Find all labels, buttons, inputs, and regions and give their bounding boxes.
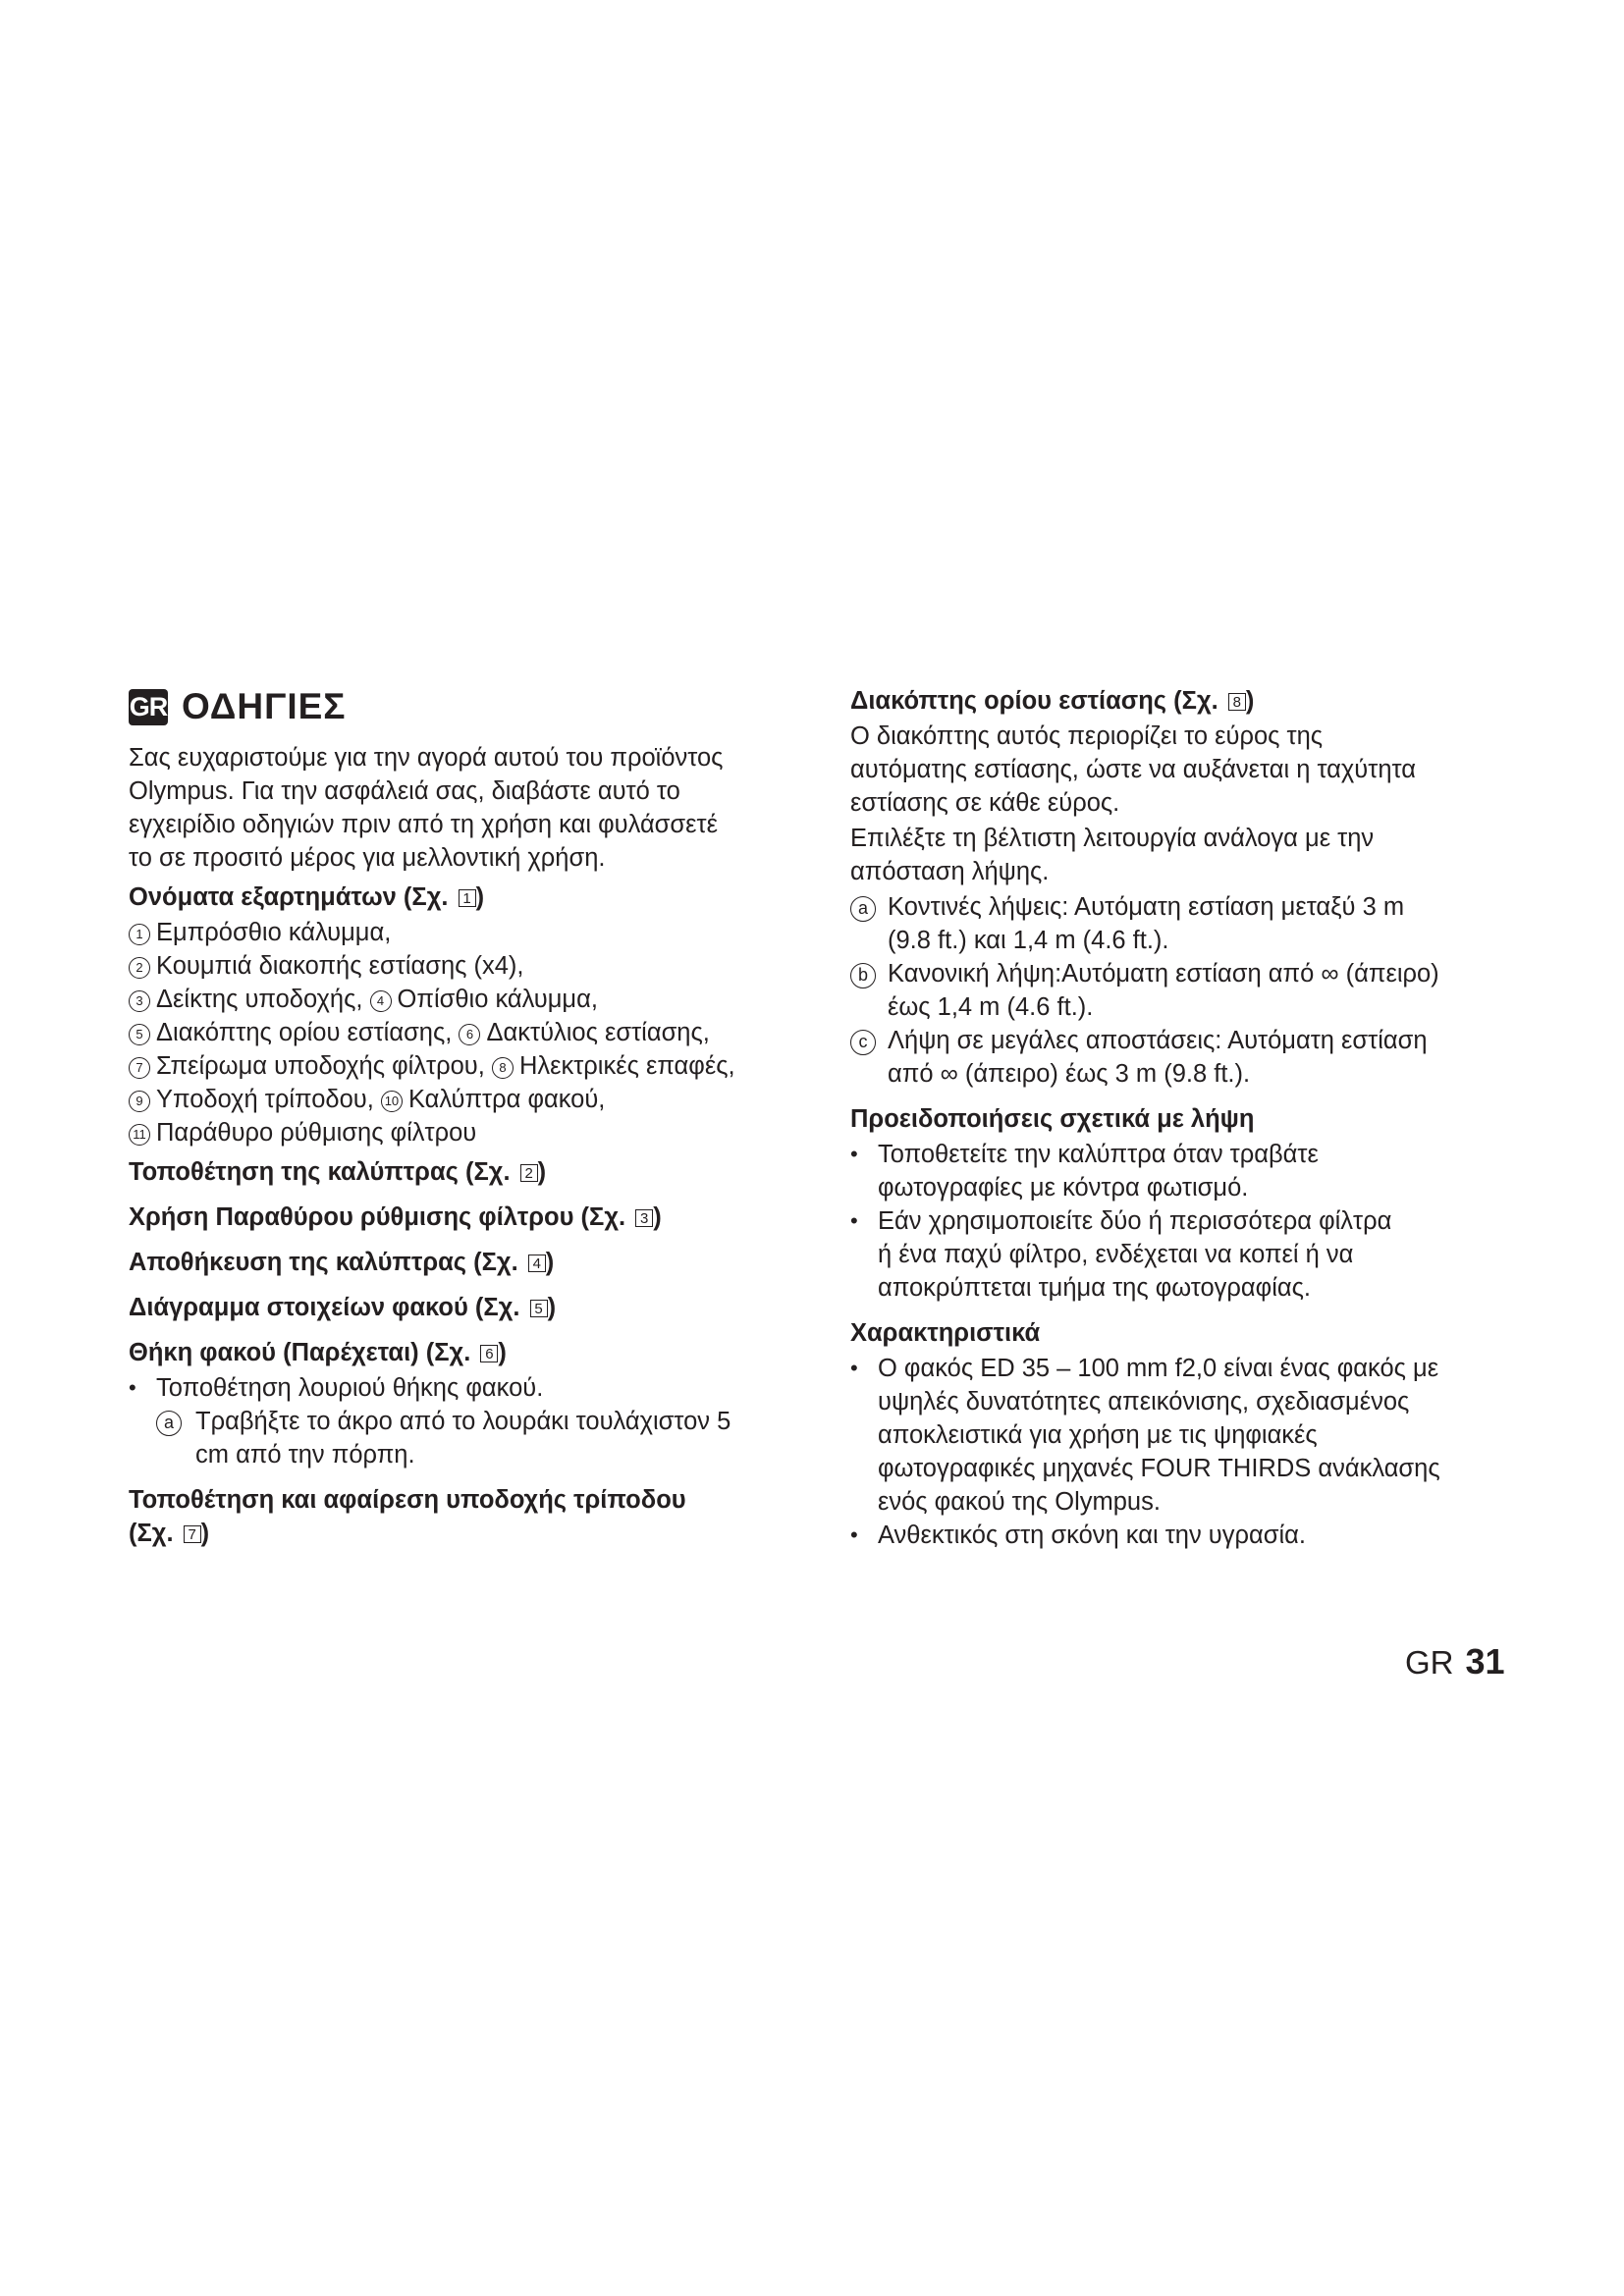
parts-line [129, 1083, 816, 1116]
parts-line [129, 983, 816, 1016]
figure-ref-4: 4 [528, 1255, 546, 1272]
part-number: 9 [129, 1091, 150, 1112]
shooting-warnings-heading: Προειδοποιήσεις σχετικά με λήψη [850, 1105, 1255, 1133]
feature-line: υψηλές δυνατότητες απεικόνισης, σχεδιασμένος [878, 1388, 1410, 1415]
part-name: Καλύπτρα φακού, [407, 1086, 606, 1113]
warning-line: φωτογραφίες με κόντρα φωτισμό. [878, 1174, 1249, 1201]
figure-ref-8: 8 [1228, 693, 1246, 711]
page-number [1405, 1642, 1505, 1682]
paragraph-line: Επιλέξτε τη βέλτιστη λειτουργία ανάλογα με την [850, 825, 1375, 852]
case-bullet [129, 1371, 816, 1405]
focus-mode-paragraph [850, 822, 1498, 888]
tripod-heading [129, 1483, 816, 1550]
intro-paragraph [129, 741, 816, 875]
case-bullet-text: Τοποθέτηση λουριού θήκης φακού. [156, 1374, 544, 1402]
filter-window-heading [129, 1201, 816, 1234]
close-paren: ) [547, 1294, 557, 1321]
feature-line: ενός φακού της Olympus. [878, 1488, 1161, 1516]
bullet-dot: • [850, 1356, 858, 1380]
part-name: Οπίσθιο κάλυμμα, [397, 986, 598, 1013]
features-heading: Χαρακτηριστικά [850, 1319, 1041, 1347]
warning-text [878, 1138, 1498, 1204]
feature-line: Ο φακός ED 35 – 100 mm f2,0 είναι ένας φακός με [878, 1355, 1439, 1382]
part-name: Δείκτης υποδοχής, [156, 986, 363, 1013]
close-paren: ) [545, 1249, 555, 1276]
parts-line [129, 1016, 816, 1049]
feature-bullet [850, 1519, 1498, 1552]
warning-text [878, 1204, 1498, 1305]
part-number: 11 [129, 1124, 150, 1146]
mode-text [888, 1024, 1498, 1091]
parts-line [129, 916, 816, 949]
mode-line: Κοντινές λήψεις: Αυτόματη εστίαση μεταξύ 3 m [888, 893, 1405, 921]
intro-line: Σας ευχαριστούμε για την αγορά αυτού του προϊόντος [129, 744, 724, 772]
part-number: 5 [129, 1024, 150, 1045]
case-sub-text [195, 1405, 816, 1471]
focus-mode-item [850, 1024, 1498, 1091]
feature-text [878, 1519, 1498, 1552]
focus-mode-item [850, 890, 1498, 957]
hood-heading-text: Τοποθέτηση της καλύπτρας (Σχ. [129, 1158, 511, 1186]
feature-line: φωτογραφικές μηχανές FOUR THIRDS ανάκλασης [878, 1455, 1440, 1482]
parts-line [129, 949, 816, 983]
paragraph-line: αυτόματης εστίασης, ώστε να αυξάνεται η ταχύτητα [850, 756, 1416, 783]
lens-diagram-heading-text: Διάγραμμα στοιχείων φακού (Σχ. [129, 1294, 520, 1321]
parts-heading [129, 881, 816, 914]
part-number: 3 [129, 990, 150, 1012]
tripod-heading-line [129, 1517, 816, 1550]
part-name: Κουμπιά διακοπής εστίασης (x4), [156, 952, 524, 980]
part-number: 2 [129, 957, 150, 979]
close-paren: ) [498, 1339, 507, 1366]
parts-line [129, 1049, 816, 1083]
part-name: Εμπρόσθιο κάλυμμα, [156, 919, 392, 946]
mode-line: έως 1,4 m (4.6 ft.). [888, 993, 1094, 1021]
mode-line: Λήψη σε μεγάλες αποστάσεις: Αυτόματη εστίαση [888, 1027, 1428, 1054]
bullet-dot: • [850, 1142, 858, 1166]
feature-line: Ανθεκτικός στη σκόνη και την υγρασία. [878, 1522, 1306, 1549]
tripod-heading-line: Τοποθέτηση και αφαίρεση υποδοχής τρίποδου [129, 1486, 686, 1514]
lens-case-heading-text: Θήκη φακού (Παρέχεται) (Σχ. [129, 1339, 471, 1366]
close-paren: ) [537, 1158, 547, 1186]
part-name: Διακόπτης ορίου εστίασης, [156, 1019, 453, 1046]
parts-line [129, 1116, 816, 1149]
left-column [129, 684, 816, 1552]
close-paren: ) [200, 1520, 210, 1547]
parts-list [129, 916, 816, 1149]
paragraph-line: Ο διακόπτης αυτός περιορίζει το εύρος της [850, 722, 1324, 750]
mode-text [888, 890, 1498, 957]
figure-ref-3: 3 [635, 1209, 653, 1227]
part-number: 4 [370, 990, 392, 1012]
close-paren: ) [653, 1203, 662, 1231]
focus-mode-item [850, 957, 1498, 1024]
language-badge: GR [129, 689, 168, 725]
warning-bullet [850, 1204, 1498, 1305]
close-paren: ) [475, 883, 485, 911]
feature-text [878, 1352, 1498, 1519]
case-sub-line: cm από την πόρπη. [195, 1441, 415, 1468]
mode-label-wrap [850, 890, 888, 957]
hood-storage-heading-text: Αποθήκευση της καλύπτρας (Σχ. [129, 1249, 518, 1276]
mode-label-wrap [850, 957, 888, 1024]
parts-heading-text: Ονόματα εξαρτημάτων (Σχ. [129, 883, 449, 911]
bullet-dot: • [850, 1522, 858, 1547]
case-sub-line: Τραβήξτε το άκρο από το λουράκι τουλάχιστον 5 [195, 1408, 731, 1435]
mode-label-wrap [850, 1024, 888, 1091]
focus-limit-heading-text: Διακόπτης ορίου εστίασης (Σχ. [850, 687, 1218, 715]
filter-window-heading-text: Χρήση Παραθύρου ρύθμισης φίλτρου (Σχ. [129, 1203, 626, 1231]
warning-line: αποκρύπτεται τμήμα της φωτογραφίας. [878, 1274, 1311, 1302]
right-column [850, 684, 1498, 1552]
hood-storage-heading [129, 1246, 816, 1279]
warning-line: ή ένα παχύ φίλτρο, ενδέχεται να κοπεί ή να [878, 1241, 1354, 1268]
mode-text [888, 957, 1498, 1024]
part-number: 6 [459, 1024, 480, 1045]
bullet-dot: • [850, 1208, 858, 1233]
sub-label: a [156, 1411, 182, 1436]
intro-line: το σε προσιτό μέρος για μελλοντική χρήση. [129, 844, 606, 872]
case-sub-item [129, 1405, 816, 1471]
page-title: ΟΔΗΓΙΕΣ [182, 686, 347, 726]
focus-limit-heading [850, 684, 1498, 718]
focus-limit-paragraph [850, 720, 1498, 820]
intro-line: εγχειρίδιο οδηγιών πριν από τη χρήση και φυλάσσετέ [129, 811, 718, 838]
sub-label-wrap [156, 1405, 195, 1471]
paragraph-line: εστίασης σε κάθε εύρος. [850, 789, 1120, 817]
figure-ref-7: 7 [184, 1525, 201, 1543]
mode-label: a [850, 896, 876, 922]
intro-line: Olympus. Για την ασφάλειά σας, διαβάστε αυτό το [129, 777, 680, 805]
figure-ref-5: 5 [530, 1300, 548, 1317]
mode-line: από ∞ (άπειρο) έως 3 m (9.8 ft.). [888, 1060, 1251, 1088]
close-paren: ) [1245, 687, 1255, 715]
part-name: Σπείρωμα υποδοχής φίλτρου, [156, 1052, 485, 1080]
warning-bullet [850, 1138, 1498, 1204]
part-number: 7 [129, 1057, 150, 1079]
figure-ref-6: 6 [480, 1345, 498, 1362]
page-language-code: GR [1405, 1644, 1454, 1681]
part-name: Παράθυρο ρύθμισης φίλτρου [156, 1119, 477, 1147]
bullet-dot: • [129, 1375, 136, 1400]
mode-label: b [850, 963, 876, 988]
figure-ref-1: 1 [459, 889, 476, 907]
section-title-row [129, 684, 816, 729]
part-name: Υποδοχή τρίποδου, [156, 1086, 374, 1113]
mode-label: c [850, 1030, 876, 1055]
warning-line: Εάν χρησιμοποιείτε δύο ή περισσότερα φίλτρα [878, 1207, 1392, 1235]
page-number-value: 31 [1465, 1641, 1505, 1682]
mode-line: (9.8 ft.) και 1,4 m (4.6 ft.). [888, 927, 1169, 954]
part-name: Ηλεκτρικές επαφές, [518, 1052, 735, 1080]
lens-case-heading [129, 1336, 816, 1369]
feature-line: αποκλειστικά για χρήση με τις ψηφιακές [878, 1421, 1318, 1449]
part-number: 8 [492, 1057, 514, 1079]
feature-bullet [850, 1352, 1498, 1519]
part-number: 10 [381, 1091, 403, 1112]
part-name: Δακτύλιος εστίασης, [486, 1019, 710, 1046]
paragraph-line: απόσταση λήψης. [850, 858, 1050, 885]
warning-line: Τοποθετείτε την καλύπτρα όταν τραβάτε [878, 1141, 1319, 1168]
part-number: 1 [129, 924, 150, 945]
mode-line: Κανονική λήψη:Αυτόματη εστίαση από ∞ (άπειρο) [888, 960, 1439, 988]
figure-ref-2: 2 [520, 1164, 538, 1182]
hood-heading [129, 1155, 816, 1189]
tripod-heading-text: (Σχ. [129, 1520, 174, 1547]
lens-diagram-heading [129, 1291, 816, 1324]
